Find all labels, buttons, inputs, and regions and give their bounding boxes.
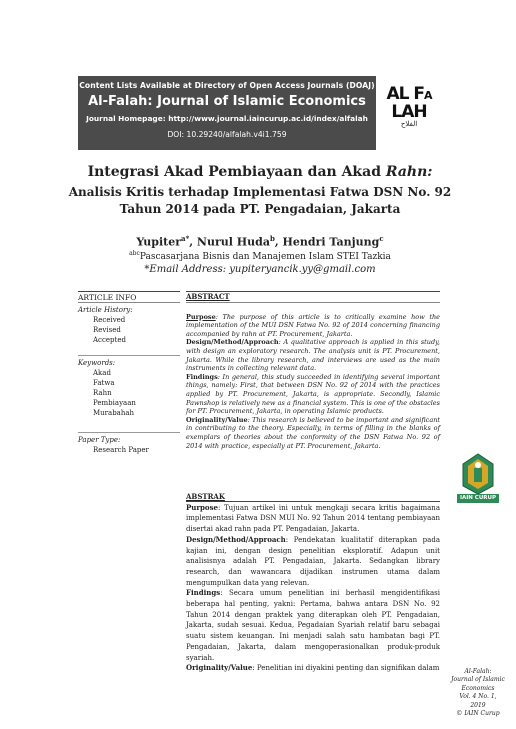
keyword: Pembiayaan — [93, 399, 136, 407]
authors: Yupiter$^{a*}$, Nurul Huda$^b$, Hendri Tanjung$^c$ — [136, 234, 384, 249]
revised-label: Revised — [93, 326, 121, 334]
abstrak-design: Design/Method/Approach: Pendekatan kualitatif diterapkan pada kajian ini, dengan design penelitian eksploratif. Adapun unit analisisnya adalah PT. Pengadaian, Jakarta. Sedangkan library research, dan wawancara dijadikan instrumen utama dalam mengumpulkan data yang relevan. — [186, 534, 440, 587]
journal-banner — [78, 76, 376, 150]
abstrak-findings: Findings: Secara umum penelitian ini berhasil mengidentifikasi beberapa hal penting, yakni: Pertama, bahwa antara DSN No. 92 Tahun 2014 dengan praktek yang diterapkan oleh PT. Pengadaian, Jakarta, sudah sesuai. Kedua, Pegadaian Syariah relatif baru sebagai suatu sistem keuangan. Ini menjadi salah satu hambatan bagi PT. Pengadaian, Jakarta, dalam mengoperasionalkan produk-produk syariah. — [186, 588, 440, 662]
abstract-english — [186, 293, 440, 450]
iain-curup-logo — [455, 452, 501, 506]
alfalah-logo — [378, 76, 440, 150]
keyword: Fatwa — [93, 379, 115, 387]
article-info — [78, 293, 180, 455]
abstrak-heading: ABSTRAK — [186, 492, 225, 501]
abstract-findings: Findings: In general, this study succeeded in identifying several important things, namely: First, that between DSN No. 92 of 2014 with the practices applied by PT. Procurement, Jakarta, is appropriate. Secondly, Islamic Pawnshop is relatively new as a financial system. This is one of the obstacles for PT. Procurement, Jakarta, in operating Islamic products. — [186, 372, 440, 416]
logo-label: IAIN CURUP — [459, 495, 497, 501]
abstract-indonesian — [186, 492, 440, 674]
journal-side-info — [448, 668, 508, 718]
abstract-originality: Originality/Value: This research is believed to be important and significant in contributing to the theory. Especially, in terms of filling in the blanks of exemplars of theories about the conformity of the DSN Fatwa No. 92 of 2014 with practice, especially at PT. Procurement, Jakarta. — [186, 415, 440, 450]
logo-arabic: الفلاح — [400, 120, 418, 128]
abstract-heading: ABSTRACT — [186, 292, 230, 301]
author-email[interactable]: *Email Address: yupiteryancik.yy@gmail.com — [144, 264, 376, 275]
side-line: © IAIN Curup — [456, 710, 500, 718]
journal-homepage[interactable]: Journal Homepage: http://www.journal.iaincurup.ac.id/index/alfalah — [86, 114, 368, 123]
article-info-heading: ARTICLE INFO — [78, 293, 137, 302]
abstract-design: Design/Method/Approach: A qualitative approach is applied in this study, with design an exploratory research. The analysis unit is PT. Procurement, Jakarta. While the library research, and interviews are used as the main instruments in collecting relevant data. — [186, 338, 440, 373]
affiliation: $^{abc}$Pascasarjana Bisnis dan Manajemen Islam STEI Tazkia — [129, 250, 391, 262]
history-label: Article History: — [78, 306, 133, 314]
side-line: Vol. 4 No. 1, — [459, 693, 497, 701]
keyword: Murabahah — [93, 409, 135, 417]
paper-type-value: Research Paper — [93, 446, 149, 454]
side-line: Journal of Islamic — [451, 676, 505, 684]
abstract-purpose: Purpose: The purpose of this article is to critically examine how the implementation of the MUI DSN Fatwa No. 92 of 2014 concerning financing accompanied by rahn at PT. Procurement, Jakarta. — [186, 312, 440, 338]
received-label: Received — [93, 316, 126, 324]
keywords-label: Keywords: — [78, 359, 116, 367]
divider — [78, 291, 180, 292]
article-title: Integrasi Akad Pembiayaan dan Akad Rahn: — [87, 164, 433, 180]
journal-name: Al-Falah: Journal of Islamic Economics — [88, 94, 366, 109]
side-line: Al-Falah: — [464, 668, 492, 675]
abstrak-originality: Originality/Value: Penelitian ini diyakini penting dan signifikan dalam — [186, 663, 440, 673]
doaj-line: Content Lists Available at Directory of Open Access Journals (DOAJ) — [79, 81, 375, 90]
keyword: Rahn — [93, 389, 112, 397]
side-line: Economics — [461, 684, 495, 692]
article-subtitle: Analisis Kritis terhadap Implementasi Fatwa DSN No. 92 Tahun 2014 pada PT. Pengadaian, Jakarta — [68, 185, 452, 216]
side-line: 2019 — [470, 701, 486, 709]
logo-text: AL FA LAH — [386, 84, 432, 122]
keyword: Akad — [93, 369, 111, 377]
accepted-label: Accepted — [93, 336, 126, 344]
abstrak-purpose: Purpose: Tujuan artikel ini untuk mengkaji secara kritis bagaimana implementasi Fatwa DSN MUI No. 92 Tahun 2014 tentang pembiayaan disertai akad rahn pada PT. Pengadaian, Jakarta. — [186, 502, 440, 534]
paper-type-label: Paper Type: — [78, 436, 121, 444]
doi[interactable]: DOI: 10.29240/alfalah.v4i1.759 — [167, 130, 287, 139]
